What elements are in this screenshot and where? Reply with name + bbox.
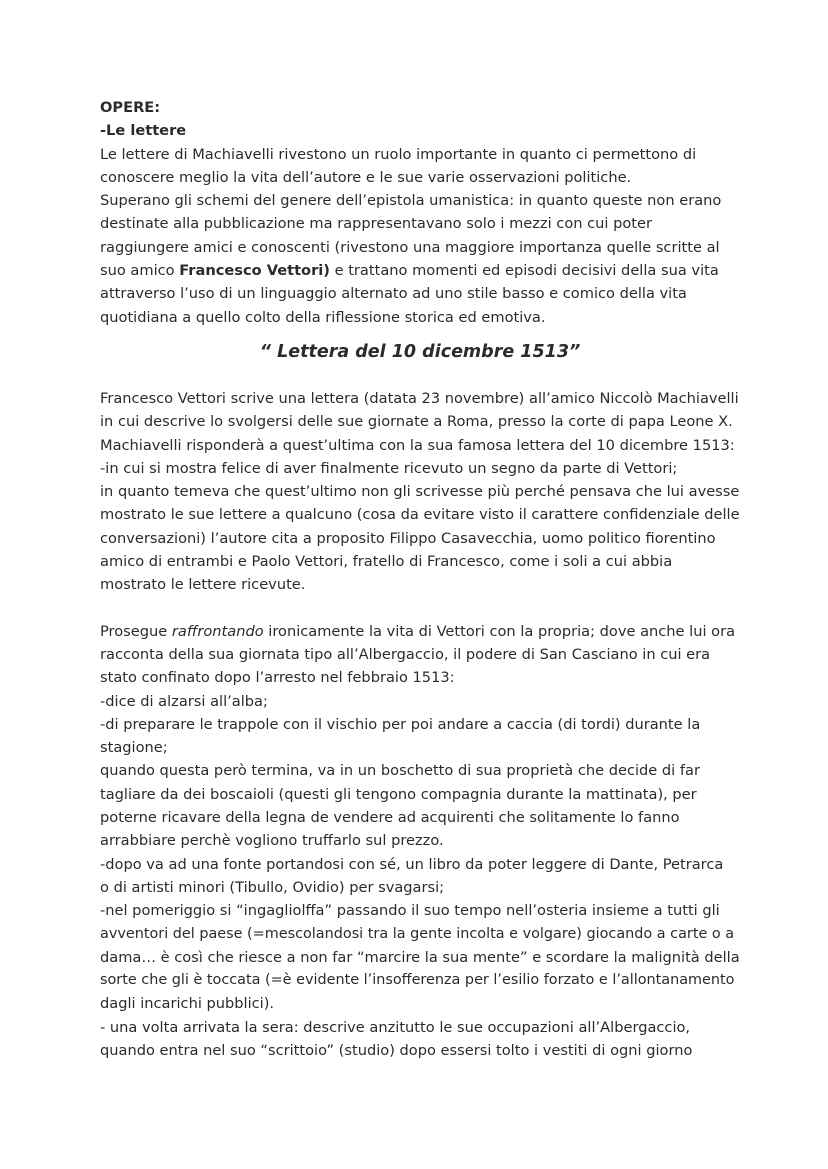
paragraph-line: -nel pomeriggio si “ingagliolffa” passando il suo tempo nell’osteria insieme a tutti gli [100,902,720,920]
intro-line: raggiungere amici e conoscenti (rivestono una maggiore importanza quelle scritte al [100,238,720,256]
paragraph-text: Prosegue [100,622,172,640]
paragraph-line [100,620,740,643]
paragraph-line: arrabbiare perchè vogliono truffarlo sul prezzo. [100,832,444,850]
intro-text: suo amico [100,262,180,280]
paragraph-line: in cui descrive lo svolgersi delle sue giornate a Roma, presso la corte di papa Leone X. [100,413,733,431]
paragraph-line: Machiavelli risponderà a quest’ultima con la sua famosa lettera del 10 dicembre 1513: [100,436,735,454]
intro-line: quotidiana a quello colto della riflessione storica ed emotiva. [100,308,546,326]
paragraph-line: -dice di alzarsi all’alba; [100,692,268,710]
paragraph-line: tagliare da dei boscaioli (questi gli tengono compagnia durante la mattinata), per [100,785,697,803]
paragraph-line: dagli incarichi pubblici). [100,995,275,1013]
paragraph-line: amico di entrambi e Paolo Vettori, fratello di Francesco, come i soli a cui abbia [100,553,673,571]
paragraph-2 [100,620,740,1063]
paragraph-line: - una volta arrivata la sera: descrive anzitutto le sue occupazioni all’Albergaccio, [100,1018,691,1036]
paragraph-line: conversazioni) l’autore cita a proposito Filippo Casavecchia, uomo politico fiorentino [100,529,716,547]
paragraph-gap [100,597,740,620]
paragraph-line: Francesco Vettori scrive una lettera (datata 23 novembre) all’amico Niccolò Machiavelli [100,389,739,407]
paragraph-line: stato confinato dopo l’arresto nel febbraio 1513: [100,669,455,687]
paragraph-line: mostrato le sue lettere a qualcuno (cosa da evitare visto il carattere confidenziale delle [100,506,740,524]
paragraph-line: quando questa però termina, va in un boschetto di sua proprietà che decide di far [100,762,700,780]
paragraph-line: racconta della sua giornata tipo all’Albergaccio, il podere di San Casciano in cui era [100,645,711,663]
intro-text: e trattano momenti ed episodi decisivi della sua vita [329,262,719,280]
paragraph-line: -di preparare le trappole con il vischio per poi andare a caccia (di tordi) durante la [100,715,701,733]
paragraph-line: avventori del paese (=mescolandosi tra la gente incolta e volgare) giocando a carte o a [100,925,735,942]
paragraph-line: o di artisti minori (Tibullo, Ovidio) per svagarsi; [100,878,445,896]
paragraph-line: dama… è così che riesce a non far “marcire la sua mente” e scordare la malignità della [100,948,740,966]
paragraph-text: ironicamente la vita di Vettori con la propria; dove anche lui ora [263,622,736,640]
intro-line [100,259,740,282]
paragraph-line: stagione; [100,739,168,757]
intro-line: conoscere meglio la vita dell’autore e le sue varie osservazioni politiche. [100,168,632,186]
heading-lettere: -Le lettere [100,122,187,140]
paragraph-1 [100,387,740,597]
intro-paragraph [100,143,740,329]
letter-title: “ Lettera del 10 dicembre 1513” [259,341,581,362]
document-page [100,96,740,1062]
paragraph-line: in quanto temeva che quest’ultimo non gli scrivesse più perché pensava che lui avesse [100,483,740,501]
italic-word: raffrontando [171,622,264,640]
heading-opere: OPERE: [100,99,161,116]
intro-line: destinate alla pubblicazione ma rappresentavano solo i mezzi con cui poter [100,215,652,233]
bold-name-vettori: Francesco Vettori) [179,262,330,280]
paragraph-line: -in cui si mostra felice di aver finalmente ricevuto un segno da parte di Vettori; [100,459,678,477]
intro-line: attraverso l’uso di un linguaggio alternato ad uno stile basso e comico della vita [100,285,687,303]
paragraph-line: -dopo va ad una fonte portandosi con sé, un libro da poter leggere di Dante, Petrarca [100,855,724,873]
intro-line: Le lettere di Machiavelli rivestono un ruolo importante in quanto ci permettono di [100,145,697,163]
paragraph-line: mostrato le lettere ricevute. [100,576,306,594]
paragraph-line: poterne ricavare della legna de vendere ad acquirenti che solitamente lo fanno [100,809,680,827]
paragraph-line: sorte che gli è toccata (=è evidente l’insofferenza per l’esilio forzato e l’allontanamento [100,972,735,989]
paragraph-line: quando entra nel suo “scrittoio” (studio) dopo essersi tolto i vestiti di ogni giorno [100,1041,693,1059]
intro-line: Superano gli schemi del genere dell’epistola umanistica: in quanto queste non erano [100,192,722,210]
